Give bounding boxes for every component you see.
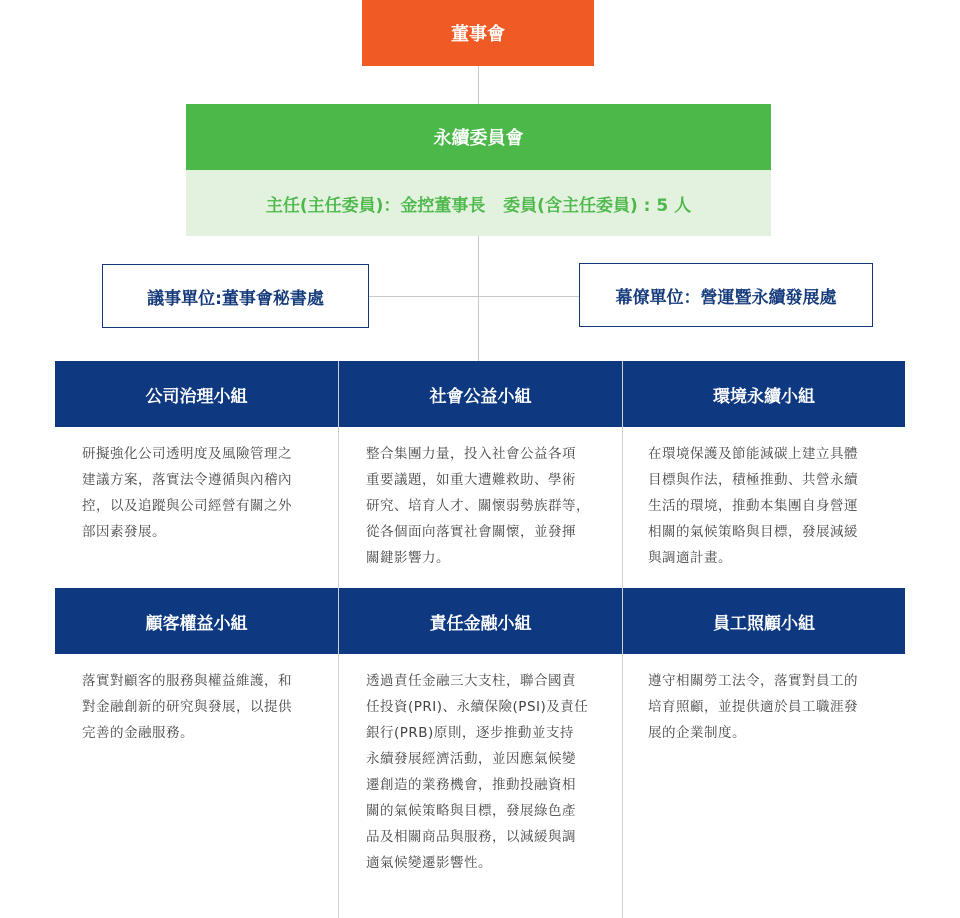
group-description-environment (648, 441, 898, 571)
group-description-responsible-finance (366, 668, 616, 876)
description-line: 目標與作法，積極推動、共營永續 (648, 472, 858, 488)
description-line: 相關的氣候策略與目標，發展減緩 (648, 524, 858, 540)
committee-title: 永續委員會 (433, 128, 524, 149)
description-line: 重要議題，如重大遭難救助、學術 (366, 472, 576, 488)
description-line: 整合集團力量，投入社會公益各項 (366, 446, 576, 462)
description-line: 遵守相關勞工法令，落實對員工的 (648, 673, 858, 689)
board-box (362, 0, 594, 66)
staff-unit-box (579, 263, 873, 327)
group-title: 公司治理小組 (145, 386, 248, 407)
description-line: 銀行(PRB)原則，逐步推動並支持 (366, 725, 574, 741)
description-line: 建議方案，落實法令遵循與內稽內 (82, 472, 292, 488)
description-line: 部因素發展。 (82, 524, 166, 540)
description-line: 品及相關商品與服務，以減緩與調 (366, 829, 576, 845)
description-line: 控，以及追蹤與公司經營有關之外 (82, 498, 292, 514)
meeting-unit-label: 議事單位:董事會秘書處 (147, 288, 324, 309)
description-line: 完善的金融服務。 (82, 725, 194, 741)
description-line: 研擬強化公司透明度及風險管理之 (82, 446, 292, 462)
group-header-environment (623, 361, 905, 427)
group-header-corporate-governance (55, 361, 338, 427)
connector-board-committee (478, 66, 479, 104)
description-line: 與調適計畫。 (648, 550, 732, 566)
description-line: 關的氣候策略與目標，發展綠色產 (366, 803, 576, 819)
description-line: 從各個面向落實社會關懷，並發揮 (366, 524, 576, 540)
description-line: 永續發展經濟活動，並因應氣候變 (366, 751, 576, 767)
description-line: 遷創造的業務機會，推動投融資相 (366, 777, 576, 793)
description-line: 培育照顧，並提供適於員工職涯發 (648, 699, 858, 715)
group-header-employee-care (623, 588, 905, 654)
group-header-responsible-finance (339, 588, 622, 654)
description-line: 對金融創新的研究與發展，以提供 (82, 699, 292, 715)
group-description-customer-rights (82, 668, 332, 746)
group-header-customer-rights (55, 588, 338, 654)
group-header-social-welfare (339, 361, 622, 427)
description-line: 關鍵影響力。 (366, 550, 450, 566)
group-title: 員工照顧小組 (713, 613, 815, 634)
group-title: 環境永續小組 (713, 386, 815, 407)
connector-units (369, 296, 579, 297)
connector-committee-groups (478, 236, 479, 362)
description-line: 任投資(PRI)、永續保險(PSI)及責任 (366, 699, 589, 715)
sustainability-committee-header (186, 104, 771, 170)
group-description-employee-care (648, 668, 898, 746)
committee-detail-text: 主任(主任委員)：金控董事長 委員(含主任委員) : 5 人 (265, 195, 692, 216)
description-line: 展的企業制度。 (648, 725, 746, 741)
description-line: 透過責任金融三大支柱，聯合國責 (366, 673, 576, 689)
board-label: 董事會 (451, 24, 505, 45)
group-title: 社會公益小組 (429, 386, 532, 407)
description-line: 生活的環境，推動本集團自身營運 (648, 498, 858, 514)
staff-unit-label: 幕僚單位：營運暨永續發展處 (615, 287, 837, 308)
group-title: 責任金融小組 (429, 613, 532, 634)
description-line: 在環境保護及節能減碳上建立具體 (648, 446, 858, 462)
description-line: 研究、培育人才、關懷弱勢族群等， (366, 498, 590, 514)
description-line: 落實對顧客的服務與權益維護，和 (82, 673, 292, 689)
sustainability-committee-detail (186, 170, 771, 236)
group-title: 顧客權益小組 (145, 613, 248, 634)
group-description-corporate-governance (82, 441, 332, 545)
meeting-unit-box (102, 264, 369, 328)
description-line: 適氣候變遷影響性。 (366, 855, 492, 871)
group-description-social-welfare (366, 441, 616, 571)
